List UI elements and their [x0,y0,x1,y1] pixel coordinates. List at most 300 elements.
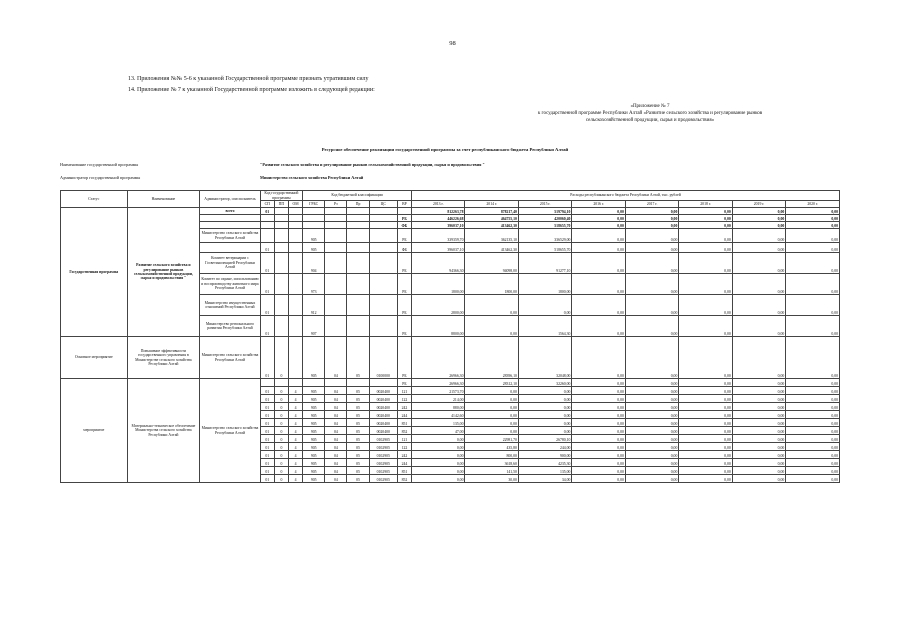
code-cell [274,295,288,316]
value-cell: 0,00 [572,427,625,435]
executor-cell: Комитет по охране, использованию и воспроизводству животного мира Республики Алтай [200,274,261,295]
value-cell: 0,00 [625,208,678,215]
code-cell: 0102905 [369,435,397,443]
code-cell [347,222,369,229]
header-name: Наименование [127,191,200,208]
code-cell: 905 [303,467,325,475]
value-cell: 1564,30 [518,316,571,337]
code-cell: 905 [303,419,325,427]
table-row [61,379,840,387]
value-cell: 0,00 [572,274,625,295]
value-cell: 0,00 [786,295,840,316]
value-cell: 0,00 [625,387,678,395]
value-cell: 878217,40 [465,208,518,215]
table-row [61,208,840,215]
code-cell: 0 [274,475,288,483]
code-cell: 01 [260,316,274,337]
value-cell: 0,00 [572,229,625,243]
code-cell: 4 [288,475,302,483]
code-cell [397,208,411,215]
code-cell: 121 [397,387,411,395]
value-cell: 0,00 [625,229,678,243]
value-cell: 0,00 [465,427,518,435]
value-cell: 0,00 [786,337,840,379]
value-cell: 0,00 [732,243,785,253]
code-cell: 0102905 [369,443,397,451]
value-cell: 22981,70 [465,435,518,443]
value-cell: 0,00 [518,419,571,427]
value-cell: 0,00 [786,459,840,467]
value-cell: 0,00 [679,451,732,459]
code-cell: 4 [288,443,302,451]
value-cell: 1800,00 [465,274,518,295]
code-cell: 01 [260,208,274,215]
value-cell: 0,00 [679,379,732,387]
executor-cell [200,215,261,222]
value-cell: 0,00 [572,253,625,274]
value-cell: 0,00 [572,403,625,411]
code-cell: ФБ [397,243,411,253]
code-cell: 01 [260,427,274,435]
code-cell [303,208,325,215]
code-cell: 851 [397,419,411,427]
value-cell: 0,00 [518,295,571,316]
code-cell: 0 [274,451,288,459]
value-cell: 0,00 [786,467,840,475]
code-cell [325,222,347,229]
appendix-line-2: сельскохозяйственной продукции, сырья и продовольствия» [585,118,715,123]
value-cell: 0,00 [786,215,840,222]
code-cell: 04 [325,395,347,403]
code-cell: 122 [397,395,411,403]
code-cell [303,379,325,387]
code-cell: 01 [260,467,274,475]
status-cell: мероприятие [61,379,128,483]
value-cell: 0,00 [679,253,732,274]
code-cell: 05 [347,459,369,467]
code-cell: 0 [274,387,288,395]
code-cell: 905 [303,243,325,253]
code-cell [288,316,302,337]
code-cell: 905 [303,451,325,459]
header-executor: Администратор, соисполнитель [200,191,261,208]
code-cell: РБ [397,215,411,222]
code-cell [274,243,288,253]
code-cell [347,379,369,387]
code-cell: 905 [303,395,325,403]
value-cell: 0,00 [572,316,625,337]
code-cell [274,229,288,243]
value-cell: 0,00 [412,451,465,459]
value-cell: 0,00 [786,475,840,483]
value-cell: 0,00 [732,316,785,337]
code-cell: 01 [260,443,274,451]
code-cell: 121 [397,435,411,443]
code-cell: 01 [260,411,274,419]
code-cell: 01 [260,475,274,483]
header-sub: ЦС [369,201,397,208]
appendix-line-1: к государственной программе Республики Алтай «Развитие сельского хозяйства и регулирование рынков [537,111,763,116]
value-cell: 0,00 [572,295,625,316]
value-cell: 94098,00 [465,253,518,274]
code-cell [369,208,397,215]
value-cell: 339359,70 [412,229,465,243]
value-cell: 34,00 [518,475,571,483]
value-cell: 0,00 [625,215,678,222]
code-cell: РБ [397,295,411,316]
value-cell: 0,00 [732,295,785,316]
code-cell [288,222,302,229]
value-cell: 0,00 [679,229,732,243]
value-cell: 4235,30 [518,459,571,467]
code-cell: РБ [397,274,411,295]
value-cell: 0,00 [625,435,678,443]
value-cell: 0,00 [625,395,678,403]
value-cell: 32260,00 [518,379,571,387]
executor-cell: Министерство сельского хозяйства Республики Алтай [200,337,261,379]
value-cell: 0,00 [465,316,518,337]
value-cell: 0,00 [572,411,625,419]
code-cell: 0020400 [369,387,397,395]
code-cell: 905 [303,475,325,483]
value-cell: 0,00 [732,475,785,483]
admin-value: Министерство сельского хозяйства Республики Алтай [260,175,364,180]
code-cell: 242 [397,403,411,411]
appendix-heading: «Приложение № 7 [630,104,670,109]
code-cell: 04 [325,419,347,427]
value-cell: 0,00 [518,403,571,411]
code-cell [369,379,397,387]
value-cell: 0,00 [572,243,625,253]
code-cell: РБ [397,229,411,243]
value-cell: 0,00 [786,443,840,451]
code-cell [260,379,274,387]
value-cell: 0,00 [412,443,465,451]
header-sub: ВР [397,201,411,208]
code-cell [325,208,347,215]
value-cell: 244,00 [518,443,571,451]
value-cell: 0,00 [679,316,732,337]
value-cell: 0,00 [732,253,785,274]
code-cell: 0020400 [369,403,397,411]
value-cell: 413462,30 [465,243,518,253]
code-cell: 4 [288,387,302,395]
appendix-block [470,103,830,124]
code-cell: ФБ [397,222,411,229]
code-cell [369,316,397,337]
code-cell [347,295,369,316]
value-cell: 0,00 [679,243,732,253]
value-cell: 0,00 [679,427,732,435]
executor-cell: Министерство сельского хозяйства Республики Алтай [200,379,261,483]
value-cell: 336529,00 [518,229,571,243]
code-cell [274,316,288,337]
value-cell: 0,00 [732,208,785,215]
code-cell: 905 [303,387,325,395]
value-cell: 0,00 [625,475,678,483]
value-cell: 0,00 [412,459,465,467]
code-cell [260,215,274,222]
code-cell: 0020400 [369,427,397,435]
header-budget-code: Код бюджетной классификации [303,191,412,201]
value-cell: 32048,00 [518,337,571,379]
value-cell: 0,00 [412,475,465,483]
code-cell: 4 [288,395,302,403]
code-cell [369,253,397,274]
header-year: 2016 г. [572,201,625,208]
code-cell [347,229,369,243]
value-cell: 0,00 [732,459,785,467]
code-cell: 244 [397,411,411,419]
code-cell [303,222,325,229]
value-cell: 0,00 [625,379,678,387]
executor-cell: Комитет ветеринарии с Госветинспекцией Республики Алтай [200,253,261,274]
value-cell: 0,00 [465,411,518,419]
header-sub: ГРБС [303,201,325,208]
executor-cell: Министерство сельского хозяйства Республики Алтай [200,229,261,243]
value-cell: 0,00 [625,443,678,451]
code-cell: 0 [274,337,288,379]
value-cell: 0,00 [572,467,625,475]
code-cell: 01 [260,274,274,295]
value-cell: 518655,70 [518,243,571,253]
value-cell: 435,80 [465,443,518,451]
value-cell: 0,00 [625,316,678,337]
code-cell: 905 [303,443,325,451]
value-cell: 800,00 [465,451,518,459]
code-cell: РБ [397,337,411,379]
code-cell: 01 [260,403,274,411]
value-cell: 0,00 [518,427,571,435]
code-cell [325,243,347,253]
code-cell: 01 [260,253,274,274]
value-cell: 0,00 [572,451,625,459]
paragraph-14: 14. Приложение № 7 к указанной Государственной программе изложить в следующей редакции: [128,87,375,93]
value-cell: 94366,30 [412,253,465,274]
code-cell: 0020400 [369,411,397,419]
value-cell: 26966,30 [412,379,465,387]
value-cell: 0,00 [572,443,625,451]
code-cell: 05 [347,419,369,427]
value-cell: 0,00 [679,274,732,295]
code-cell [288,337,302,379]
value-cell: 0,00 [732,222,785,229]
code-cell: 05 [347,337,369,379]
value-cell: 0,00 [465,295,518,316]
code-cell [288,295,302,316]
code-cell: 0100000 [369,337,397,379]
code-cell: 4 [288,411,302,419]
value-cell: 0,00 [572,475,625,483]
value-cell: 0,00 [732,427,785,435]
code-cell [274,253,288,274]
code-cell [288,208,302,215]
value-cell: 26780,10 [518,435,571,443]
code-cell: 01 [260,419,274,427]
value-cell: 0,00 [412,435,465,443]
value-cell: 0,00 [625,274,678,295]
code-cell [347,253,369,274]
value-cell: 0,00 [679,395,732,403]
code-cell [325,215,347,222]
value-cell: 900,00 [518,451,571,459]
value-cell: 0,00 [732,435,785,443]
code-cell [347,274,369,295]
code-cell: 904 [303,253,325,274]
value-cell: 0,00 [786,435,840,443]
value-cell: 413462,30 [465,222,518,229]
value-cell: 518655,70 [518,222,571,229]
header-status: Статус [61,191,128,208]
value-cell: 0,00 [518,387,571,395]
code-cell [274,274,288,295]
code-cell: 01 [260,295,274,316]
value-cell: 26966,30 [412,337,465,379]
name-cell: Развитие сельского хозяйства и регулирование рынков сельскохозяйственной продукции, сырья и продовольствия " [127,208,200,337]
value-cell: 0,00 [786,222,840,229]
code-cell: 01 [260,243,274,253]
code-cell: 0 [274,443,288,451]
code-cell: 05 [347,475,369,483]
value-cell: 0,00 [786,253,840,274]
value-cell: 0,00 [786,208,840,215]
page-number: 98 [449,40,456,47]
admin-label: Администратор государственной программы [60,175,141,180]
value-cell: 0,00 [625,427,678,435]
code-cell: 04 [325,427,347,435]
code-cell: 0 [274,419,288,427]
value-cell: 0,00 [786,451,840,459]
code-cell: 905 [303,459,325,467]
resource-table [60,190,840,483]
name-cell: Материально-техническое обеспечение Министерства сельского хозяйства Республики Алтай [127,379,200,483]
value-cell: 0,00 [572,222,625,229]
header-program-code: Код государственной программы [260,191,302,201]
code-cell [369,215,397,222]
code-cell: 905 [303,403,325,411]
code-cell: РБ [397,316,411,337]
code-cell: 0 [274,395,288,403]
value-cell: 1800,00 [412,274,465,295]
code-cell: 04 [325,467,347,475]
value-cell: 0,00 [786,379,840,387]
paragraph-13: 13. Приложения №№ 5-6 к указанной Государственной программе признать утратившим силу [128,76,369,82]
header-year: 2015 г. [518,201,571,208]
code-cell: 0 [274,467,288,475]
code-cell: 244 [397,459,411,467]
code-cell: 851 [397,467,411,475]
code-cell: 973 [303,274,325,295]
value-cell: 0,00 [518,395,571,403]
code-cell: 0102905 [369,475,397,483]
value-cell: 0,00 [625,295,678,316]
code-cell [347,316,369,337]
value-cell: 0,00 [625,243,678,253]
header-year: 2020 г. [786,201,840,208]
value-cell: 0,00 [732,403,785,411]
value-cell: 0,00 [679,222,732,229]
code-cell [369,243,397,253]
value-cell: 0,00 [679,403,732,411]
executor-cell: Министерство регионального развития Республики Алтай [200,316,261,337]
value-cell: 0,00 [625,337,678,379]
code-cell [288,253,302,274]
value-cell: 0,00 [786,316,840,337]
code-cell: 0 [274,459,288,467]
value-cell: 0,00 [732,411,785,419]
code-cell: 0102905 [369,459,397,467]
code-cell [274,379,288,387]
code-cell: РБ [397,253,411,274]
value-cell: 0,00 [679,435,732,443]
header-year: 2017 г. [625,201,678,208]
code-cell: 4 [288,403,302,411]
executor-cell [200,243,261,253]
code-cell: 01 [260,451,274,459]
value-cell: 0,00 [786,229,840,243]
header-sub: Рз [325,201,347,208]
header-year: 2013 г. [412,201,465,208]
value-cell: 0,00 [625,459,678,467]
value-cell: 0,00 [625,411,678,419]
code-cell [325,229,347,243]
code-cell: 04 [325,387,347,395]
code-cell: 912 [303,295,325,316]
value-cell: 0,00 [732,229,785,243]
value-cell: 446226,68 [412,215,465,222]
value-cell: 0,00 [732,337,785,379]
code-cell: 04 [325,451,347,459]
value-cell: 0,00 [572,379,625,387]
value-cell: 0,00 [572,395,625,403]
header-sub: Пр [347,201,369,208]
value-cell: 880,00 [412,403,465,411]
value-cell: 0,00 [572,387,625,395]
code-cell: 0 [274,427,288,435]
code-cell: 05 [347,443,369,451]
value-cell: 0,00 [625,222,678,229]
code-cell: 0 [274,435,288,443]
code-cell: 05 [347,451,369,459]
value-cell: 0,00 [732,379,785,387]
code-cell [369,229,397,243]
code-cell [288,229,302,243]
code-cell [274,222,288,229]
code-cell: 4 [288,459,302,467]
code-cell [288,379,302,387]
value-cell: 0,00 [732,387,785,395]
value-cell: 0,00 [679,215,732,222]
value-cell: 0,00 [679,411,732,419]
value-cell: 420060,40 [518,215,571,222]
code-cell: 01 [260,395,274,403]
code-cell: 4 [288,435,302,443]
value-cell: 0,00 [786,419,840,427]
code-cell [288,274,302,295]
code-cell: 01 [260,435,274,443]
value-cell: 47,00 [412,427,465,435]
value-cell: 214,00 [412,395,465,403]
value-cell: 0,00 [786,243,840,253]
value-cell: 0,00 [732,395,785,403]
code-cell: 04 [325,403,347,411]
code-cell [347,215,369,222]
executor-cell: всего [200,208,261,215]
code-cell: 907 [303,316,325,337]
code-cell: 4 [288,467,302,475]
value-cell: 396037,10 [412,222,465,229]
header-sub: ОМ [288,201,302,208]
